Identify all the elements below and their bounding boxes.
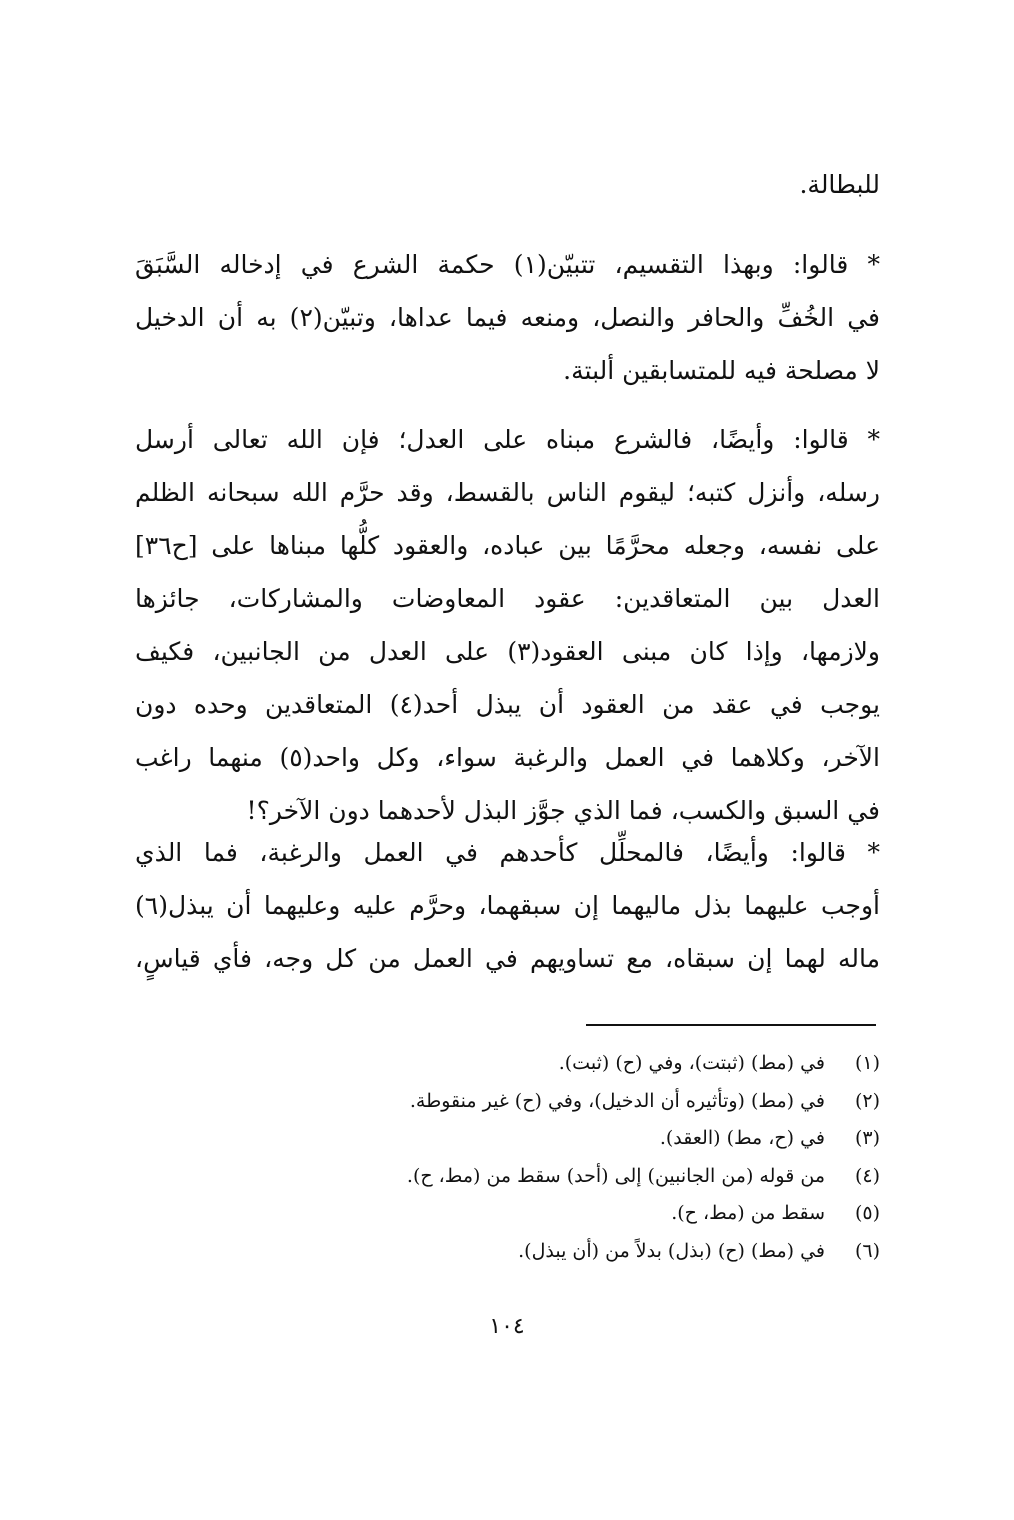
footnote-item (135, 1120, 880, 1158)
text-line: يوجب في عقد من العقود أن يبذل أحد(٤) المتعاقدين وحده دون (135, 690, 880, 719)
footnote-text: في (مط) (ح) (بذل) بدلاً من (أن يبذل). (518, 1239, 825, 1262)
paragraph-continuation (135, 158, 880, 211)
text-line: للبطالة. (799, 170, 880, 199)
text-line: في الخُفِّ والحافر والنصل، ومنعه فيما عداها، وتبيّن(٢) به أن الدخيل (135, 303, 880, 332)
footnote-text: سقط من (مط، ح). (671, 1202, 825, 1224)
page-number: ١٠٤ (489, 1314, 525, 1339)
footnote-number: (٣) (854, 1127, 880, 1149)
text-line: * قالوا: وأيضًا، فالشرع مبناه على العدل؛ فإن الله تعالى أرسل (135, 425, 880, 454)
footnote-item (135, 1195, 880, 1233)
footnote-text: من قوله (من الجانبين) إلى (أحد) سقط من (مط، ح). (406, 1164, 825, 1187)
text-line: لا مصلحة فيه للمتسابقين ألبتة. (563, 356, 880, 385)
footnote-text: في (ح، مط) (العقد). (659, 1127, 825, 1149)
text-line: * قالوا: وبهذا التقسيم، تتبيّن(١) حكمة الشرع في إدخاله السَّبَقَ (135, 250, 880, 279)
footnote-number: (٥) (854, 1202, 880, 1224)
footnote-text: في (مط) (ثبتت)، وفي (ح) (ثبت). (558, 1052, 825, 1074)
paragraph-2 (135, 413, 880, 837)
paragraph-3 (135, 826, 880, 985)
text-line: على نفسه، وجعله محرَّمًا بين عباده، والعقود كلُّها مبناها على [ح٣٦] (135, 531, 880, 560)
footnote-number: (٦) (854, 1239, 880, 1262)
footnote-separator (586, 1024, 876, 1026)
footnote-item (135, 1233, 880, 1271)
footnote-item (135, 1045, 880, 1083)
footnote-text: في (مط) (وتأثيره أن الدخيل)، وفي (ح) غير منقوطة. (409, 1089, 825, 1112)
footnote-number: (٤) (854, 1164, 880, 1187)
text-line: رسله، وأنزل كتبه؛ ليقوم الناس بالقسط، وقد حرَّم الله سبحانه الظلم (135, 478, 880, 507)
text-line: في السبق والكسب، فما الذي جوَّز البذل لأحدهما دون الآخر؟! (246, 796, 880, 825)
footnote-number: (١) (854, 1052, 880, 1074)
text-line: ماله لهما إن سبقاه، مع تساويهم في العمل من كل وجه، فأي قياسٍ، (135, 944, 880, 973)
footnote-item (135, 1083, 880, 1121)
text-line: الآخر، وكلاهما في العمل والرغبة سواء، وكل واحد(٥) منهما راغب (135, 743, 880, 772)
footnotes (135, 1045, 880, 1270)
footnote-item (135, 1158, 880, 1196)
text-line: أوجب عليهما بذل ماليهما إن سبقهما، وحرَّم عليه وعليهما أن يبذل(٦) (135, 891, 880, 920)
footnote-number: (٢) (854, 1089, 880, 1112)
text-line: ولازمها، وإذا كان مبنى العقود(٣) على العدل من الجانبين، فكيف (135, 637, 880, 666)
text-line: العدل بين المتعاقدين: عقود المعاوضات والمشاركات، جائزها (135, 584, 880, 613)
text-line: * قالوا: وأيضًا، فالمحلِّل كأحدهم في العمل والرغبة، فما الذي (135, 838, 880, 867)
paragraph-1 (135, 238, 880, 397)
